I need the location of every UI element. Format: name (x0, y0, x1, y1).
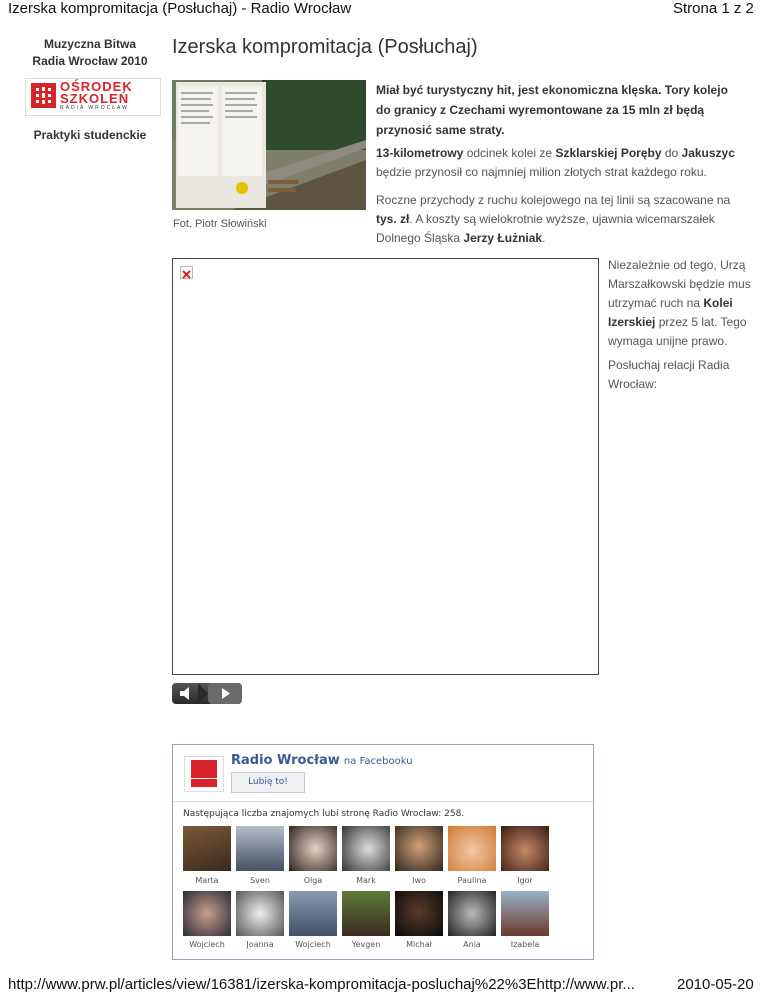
fan-avatar[interactable] (236, 826, 284, 871)
lead-line: Miał być turystyczny hit, jest ekonomiczna klęska. Tory kolejo (376, 83, 728, 97)
lead-line: przynosić same straty. (376, 123, 505, 137)
fan-name[interactable]: Michał (406, 940, 432, 949)
text: będzie przynosił co najmniej milion złotych strat każdego roku. (376, 165, 707, 179)
bold-text: Jerzy Łużniak (463, 231, 543, 245)
fb-divider (173, 801, 593, 802)
fan-name[interactable]: Ania (463, 940, 481, 949)
fan-name[interactable]: Joanna (246, 940, 274, 949)
fan-avatar[interactable] (448, 826, 496, 871)
fan-name[interactable]: Olga (303, 876, 323, 885)
fan-name[interactable]: Sven (250, 876, 270, 885)
text: Wrocław: (608, 377, 658, 391)
bold-text: Izerskiej (608, 315, 656, 329)
text: do (661, 146, 682, 160)
text: Niezależnie od tego, Urzą (608, 258, 746, 272)
article-lead (376, 80, 768, 140)
article-paragraph-1 (376, 144, 768, 182)
sidebar-link-praktyki[interactable]: Praktyki studenckie (33, 128, 147, 142)
fan-avatar[interactable] (501, 891, 549, 936)
article-paragraph-2 (376, 191, 768, 248)
logo-text-top: OŚRODEK (60, 79, 133, 94)
fb-like-button[interactable]: Lubię to! (231, 772, 305, 793)
fb-on-facebook[interactable]: na Facebooku (343, 756, 413, 767)
text: Marszałkowski będzie mus (608, 277, 751, 291)
fan-avatar[interactable] (395, 891, 443, 936)
text: odcinek kolei ze (463, 146, 556, 160)
text: przez 5 lat. Tego (655, 315, 747, 329)
text: utrzymać ruch na (608, 296, 704, 310)
text: wymaga unijne prawo. (608, 334, 728, 348)
footer-date: 2010-05-20 (677, 976, 754, 993)
sidebar-link-line: Radia Wrocław 2010 (32, 54, 148, 68)
bold-text: Kolei (703, 296, 733, 310)
text: Dolnego Śląska (376, 231, 464, 245)
bold-text: 13-kilometrowy (376, 146, 464, 160)
fb-fans-count-text: Następująca liczba znajomych lubi stronę Radio Wrocław: 258. (183, 809, 465, 819)
media-embed-frame (172, 258, 599, 675)
fan-name[interactable]: Yevgen (351, 940, 381, 949)
fan-avatar[interactable] (183, 826, 231, 871)
footer-url: http://www.prw.pl/articles/view/16381/izerska-kompromitacja-posluchaj%22%3Ehttp://www.pr... (8, 976, 635, 993)
osrodek-szkolen-logo[interactable] (25, 78, 161, 116)
text: . (542, 231, 546, 245)
lead-line: do granicy z Czechami wyremontowane za 15 mln zł będą (376, 103, 705, 117)
fan-avatar[interactable] (183, 891, 231, 936)
article-photo (172, 80, 366, 210)
bold-text: tys. zł (376, 212, 410, 226)
fan-avatar[interactable] (395, 826, 443, 871)
article-title: Izerska kompromitacja (Posłuchaj) (172, 36, 478, 58)
fb-page-name-link[interactable]: Radio Wrocław (231, 753, 340, 768)
fan-avatar[interactable] (342, 826, 390, 871)
sidebar-link-muzyczna-bitwa[interactable] (20, 36, 160, 70)
page-number: Strona 1 z 2 (673, 0, 754, 17)
logo-icon (31, 83, 56, 108)
text: Posłuchaj relacji Radia (608, 358, 730, 372)
fan-avatar[interactable] (289, 826, 337, 871)
text: Roczne przychody z ruchu kolejowego na tej linii są szacowane na (376, 193, 731, 207)
fan-avatar[interactable] (501, 826, 549, 871)
text: . A koszty są wielokrotnie wyższe, ujawnia wicemarszałek (409, 212, 715, 226)
fan-name[interactable]: Wojciech (189, 940, 225, 949)
fan-name[interactable]: Mark (356, 876, 376, 885)
logo-subtext: RADIA WROCŁAW (60, 105, 129, 111)
fan-avatar[interactable] (236, 891, 284, 936)
photo-caption: Fot. Piotr Słowiński (173, 218, 267, 230)
fan-avatar[interactable] (448, 891, 496, 936)
radio-wroclaw-logo (184, 756, 224, 792)
fan-name[interactable]: Wojciech (295, 940, 331, 949)
bold-text: Szklarskiej Poręby (555, 146, 662, 160)
bold-text: Jakuszyc (681, 146, 735, 160)
audio-player[interactable] (172, 683, 242, 704)
facebook-like-box (172, 744, 594, 960)
fan-name[interactable]: Iwo (412, 876, 426, 885)
fan-avatar[interactable] (342, 891, 390, 936)
article-paragraph-4 (608, 356, 768, 394)
fan-name[interactable]: Marta (195, 876, 219, 885)
fan-avatar[interactable] (289, 891, 337, 936)
volume-icon (180, 687, 189, 700)
fan-name[interactable]: Igor (517, 876, 533, 885)
logo-text-bottom: SZKOLEŃ (60, 91, 130, 106)
fan-name[interactable]: Paulina (457, 876, 487, 885)
page-header-title: Izerska kompromitacja (Posłuchaj) - Radio Wrocław (8, 0, 352, 17)
article-paragraph-3 (608, 256, 768, 351)
sidebar-link-line: Muzyczna Bitwa (43, 37, 136, 51)
fan-name[interactable]: Izabela (510, 940, 540, 949)
broken-image-icon (180, 266, 193, 279)
